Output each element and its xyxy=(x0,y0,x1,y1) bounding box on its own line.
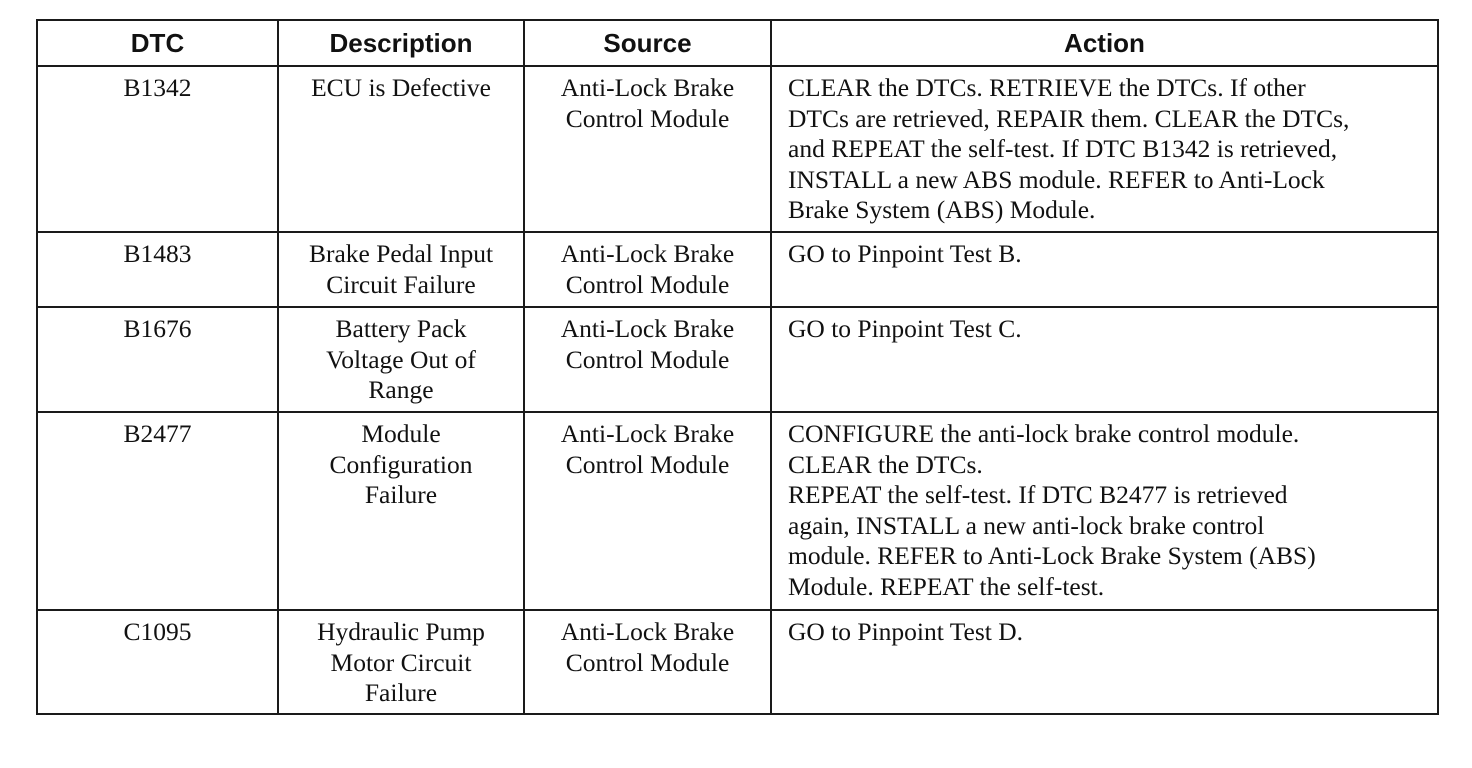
description-line: Configuration xyxy=(329,449,473,479)
action-line: GO to Pinpoint Test B. xyxy=(788,239,1022,268)
action-line: module. REFER to Anti-Lock Brake System (ABS) xyxy=(788,541,1316,570)
action-line: DTCs are retrieved, REPAIR them. CLEAR the DTCs, xyxy=(788,103,1350,133)
source-line: Control Module xyxy=(565,269,730,299)
action-line: CONFIGURE the anti-lock brake control module. xyxy=(788,419,1300,448)
source-line: Control Module xyxy=(565,344,730,374)
dtc-code: B1676 xyxy=(123,314,192,343)
source-line: Control Module xyxy=(565,647,730,677)
description-cell xyxy=(278,307,524,412)
description-line: Battery Pack xyxy=(335,314,467,343)
action-cell xyxy=(771,412,1438,610)
action-line: again, INSTALL a new anti-lock brake control xyxy=(788,510,1265,540)
description-cell xyxy=(278,610,524,714)
dtc-code-cell xyxy=(37,412,278,610)
description-line: Failure xyxy=(364,480,438,509)
description-cell xyxy=(278,66,524,232)
header-dtc: DTC xyxy=(37,20,278,66)
source-cell xyxy=(524,66,771,232)
dtc-code-cell xyxy=(37,66,278,232)
action-line: GO to Pinpoint Test D. xyxy=(788,617,1024,646)
dtc-code: B1342 xyxy=(123,73,192,102)
action-line: Brake System (ABS) Module. xyxy=(788,195,1096,224)
dtc-code: B1483 xyxy=(123,239,192,268)
action-line: Module. REPEAT the self-test. xyxy=(788,571,1105,601)
dtc-table xyxy=(36,19,1439,715)
dtc-code: B2477 xyxy=(123,419,192,448)
description-line: Brake Pedal Input xyxy=(308,239,494,268)
dtc-code: C1095 xyxy=(123,617,192,646)
header-description: Description xyxy=(278,20,524,66)
description-line: Failure xyxy=(364,678,438,707)
table-row xyxy=(37,232,1438,307)
source-line: Control Module xyxy=(565,103,730,133)
action-line: REPEAT the self-test. If DTC B2477 is retrieved xyxy=(788,480,1288,509)
description-line: Circuit Failure xyxy=(326,269,476,299)
description-cell xyxy=(278,232,524,307)
action-line: INSTALL a new ABS module. REFER to Anti-Lock xyxy=(788,164,1325,194)
source-line: Anti-Lock Brake xyxy=(560,617,735,646)
action-line: and REPEAT the self-test. If DTC B1342 is retrieved, xyxy=(788,134,1338,163)
description-line: Module xyxy=(361,419,441,448)
description-line: Hydraulic Pump xyxy=(317,617,485,646)
description-cell xyxy=(278,412,524,610)
table-row xyxy=(37,66,1438,232)
header-action: Action xyxy=(771,20,1438,66)
source-line: Anti-Lock Brake xyxy=(560,314,735,343)
header-row xyxy=(37,20,1438,66)
source-cell xyxy=(524,307,771,412)
description-line: Motor Circuit xyxy=(330,647,472,677)
dtc-code-cell xyxy=(37,307,278,412)
source-line: Anti-Lock Brake xyxy=(560,73,735,102)
action-line: CLEAR the DTCs. RETRIEVE the DTCs. If other xyxy=(788,73,1306,102)
table-row xyxy=(37,412,1438,610)
action-cell xyxy=(771,232,1438,307)
source-line: Control Module xyxy=(565,449,730,479)
source-cell xyxy=(524,232,771,307)
action-cell xyxy=(771,610,1438,714)
dtc-code-cell xyxy=(37,232,278,307)
table-row xyxy=(37,307,1438,412)
source-cell xyxy=(524,412,771,610)
source-line: Anti-Lock Brake xyxy=(560,239,735,268)
source-line: Anti-Lock Brake xyxy=(560,419,735,448)
action-cell xyxy=(771,307,1438,412)
source-cell xyxy=(524,610,771,714)
table-row xyxy=(37,610,1438,714)
dtc-code-cell xyxy=(37,610,278,714)
action-line: GO to Pinpoint Test C. xyxy=(788,314,1022,343)
action-line: CLEAR the DTCs. xyxy=(788,449,983,479)
description-line: ECU is Defective xyxy=(311,73,491,102)
action-cell xyxy=(771,66,1438,232)
description-line: Range xyxy=(368,375,434,404)
description-line: Voltage Out of xyxy=(326,344,476,374)
header-source: Source xyxy=(524,20,771,66)
